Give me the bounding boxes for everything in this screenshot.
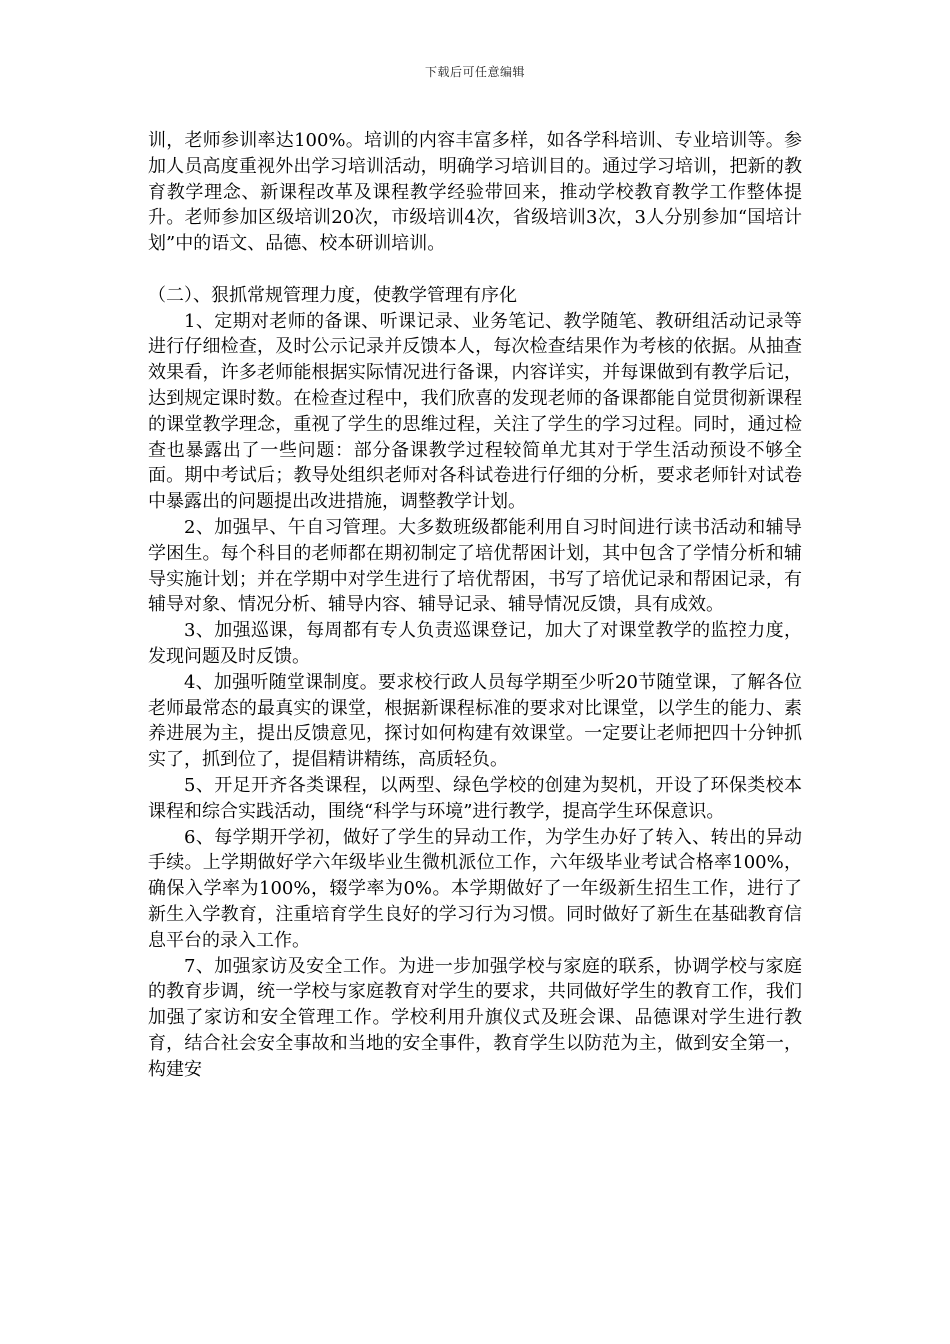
document-body [148,128,802,1082]
section-heading: （二）、狠抓常规管理力度，使教学管理有序化 [148,284,517,306]
intro-paragraph: 训，老师参训率达100%。培训的内容丰富多样，如各学科培训、专业培训等。参加人员高度重视外出学习培训活动，明确学习培训目的。通过学习培训，把新的教育教学理念、新课程改革及课程教学经验带回来，推动学校教育教学工作整体提升。老师参加区级培训20次，市级培训4次，省级培训3次，3人分别参加“国培计划”中的语文、品德、校本研训培训。 [148,130,802,255]
item-paragraph-2: 2、加强早、午自习管理。大多数班级都能利用自习时间进行读书活动和辅导学困生。每个科目的老师都在期初制定了培优帮困计划，其中包含了学情分析和辅导实施计划；并在学期中对学生进行了培优帮困，书写了培优记录和帮困记录，有辅导对象、情况分析、辅导内容、辅导记录、辅导情况反馈，具有成效。 [148,516,802,616]
item-paragraph-6: 6、每学期开学初，做好了学生的异动工作，为学生办好了转入、转出的异动手续。上学期做好学六年级毕业生微机派位工作，六年级毕业考试合格率100%，确保入学率为100%，辍学率为0%。本学期做好了一年级新生招生工作，进行了新生入学教育，注重培育学生良好的学习行为习惯。同时做好了新生在基础教育信息平台的录入工作。 [148,826,802,951]
item-paragraph-4: 4、加强听随堂课制度。要求校行政人员每学期至少听20节随堂课，了解各位老师最常态的最真实的课堂，根据新课程标准的要求对比课堂，以学生的能力、素养进展为主，提出反馈意见，探讨如何构建有效课堂。一定要让老师把四十分钟抓实了，抓到位了，提倡精讲精练，高质轻负。 [148,671,802,771]
paragraph-spacer [148,257,802,283]
item-paragraph-5: 5、开足开齐各类课程，以两型、绿色学校的创建为契机，开设了环保类校本课程和综合实践活动，围绕“科学与环境”进行教学，提高学生环保意识。 [148,774,802,822]
item-paragraph-3: 3、加强巡课，每周都有专人负责巡课登记，加大了对课堂教学的监控力度，发现问题及时反馈。 [148,620,802,667]
page-header-note: 下载后可任意编辑 [424,65,525,79]
item-paragraph-1: 1、定期对老师的备课、听课记录、业务笔记、教学随笔、教研组活动记录等进行仔细检查，及时公示记录并反馈本人，每次检查结果作为考核的依据。从抽查效果看，许多老师能根据实际情况进行备课，内容详实，并每课做到有教学后记，达到规定课时数。在检查过程中，我们欣喜的发现老师的备课都能自觉贯彻新课程的课堂教学理念，重视了学生的思维过程，关注了学生的学习过程。同时，通过检查也暴露出了一些问题：部分备课教学过程较简单尤其对于学生活动预设不够全面。期中考试后；教导处组织老师对各科试卷进行仔细的分析，要求老师针对试卷中暴露出的问题提出改进措施，调整教学计划。 [148,310,802,513]
item-paragraph-7: 7、加强家访及安全工作。为进一步加强学校与家庭的联系，协调学校与家庭的教育步调，统一学校与家庭教育对学生的要求，共同做好学生的教育工作，我们加强了家访和安全管理工作。学校利用升旗仪式及班会课、品德课对学生进行教育，结合社会安全事故和当地的安全事件，教育学生以防范为主，做到安全第一，构建安 [148,955,802,1080]
